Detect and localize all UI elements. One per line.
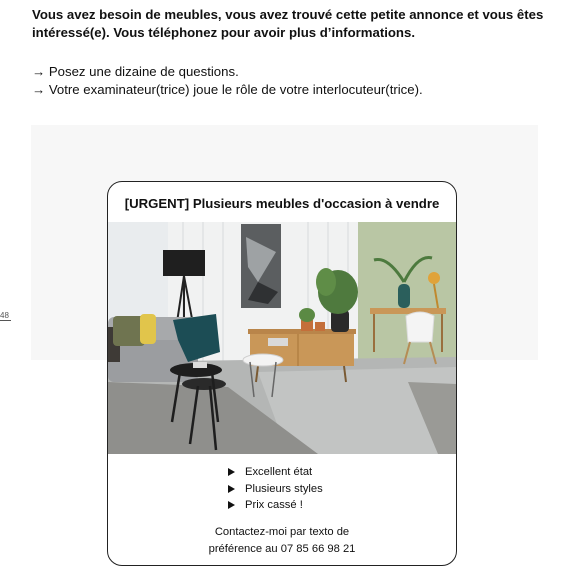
- feature-label: Plusieurs styles: [245, 482, 323, 495]
- ad-title: [URGENT] Plusieurs meubles d'occasion à vendre: [124, 196, 440, 211]
- feature-label: Excellent état: [245, 466, 313, 478]
- instruction-item: → Posez une dizaine de questions.: [32, 64, 239, 79]
- instruction-item: → Votre examinateur(trice) joue le rôle de votre interlocuteur(trice).: [32, 82, 423, 97]
- triangle-bullet-icon: [228, 485, 235, 493]
- feature-label: Prix cassé !: [245, 499, 303, 511]
- task-prompt: [32, 6, 552, 42]
- list-item: [228, 481, 323, 498]
- contact-line-2: préférence au 07 85 66 98 21: [208, 543, 356, 555]
- feature-list: [228, 464, 323, 514]
- task-prompt-line-2: intéressé(e). Vous téléphonez pour avoir plus d’informations.: [32, 25, 415, 40]
- contact-line-1: Contactez-moi par texto de: [214, 526, 350, 538]
- list-item: [228, 497, 323, 514]
- instruction-list: [32, 63, 423, 99]
- task-prompt-line-1: Vous avez besoin de meubles, vous avez trouvé cette petite annonce et vous êtes: [32, 7, 544, 22]
- triangle-bullet-icon: [228, 501, 235, 509]
- list-item: [228, 464, 323, 481]
- triangle-bullet-icon: [228, 468, 235, 476]
- margin-page-mark: 48: [0, 311, 9, 320]
- classified-ad-card: [107, 181, 457, 566]
- contact-info: [108, 524, 456, 558]
- living-room-photo: [108, 222, 456, 454]
